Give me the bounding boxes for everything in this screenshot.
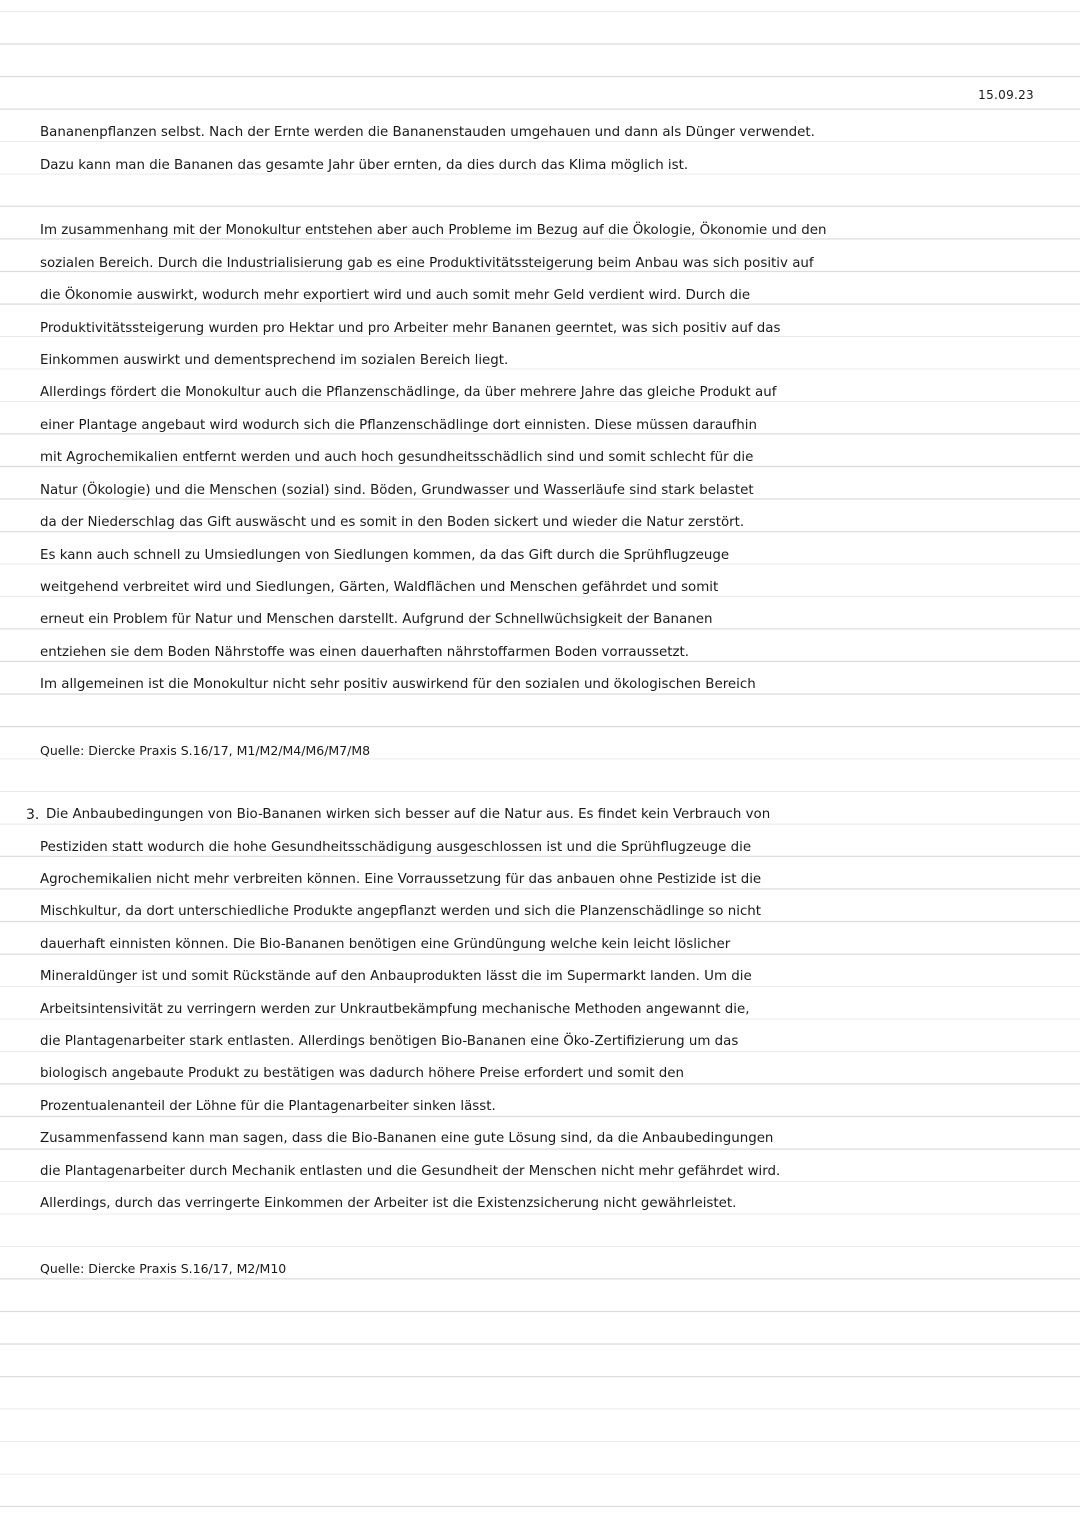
date-label: 15.09.23 xyxy=(978,88,1034,102)
text-line: Einkommen auswirkt und dementsprechend im sozialen Bereich liegt. xyxy=(40,353,509,368)
text-line: Arbeitsintensivität zu verringern werden zur Unkrautbekämpfung mechanische Methoden angewannt die, xyxy=(40,1002,750,1017)
text-line: die Plantagenarbeiter stark entlasten. Allerdings benötigen Bio-Bananen eine Öko-Zertifizierung um das xyxy=(40,1034,739,1049)
text-line: Pestiziden statt wodurch die hohe Gesundheitsschädigung ausgeschlossen ist und die Sprühflugzeuge die xyxy=(40,840,752,855)
text-line: Mineraldünger ist und somit Rückstände auf den Anbauprodukten lässt die im Supermarkt landen. Um die xyxy=(40,969,752,984)
text-line: Prozentualenanteil der Löhne für die Plantagenarbeiter sinken lässt. xyxy=(40,1099,496,1114)
text-line: die Plantagenarbeiter durch Mechanik entlasten und die Gesundheit der Menschen nicht mehr gefährdet wird. xyxy=(40,1164,781,1179)
text-line: Zusammenfassend kann man sagen, dass die Bio-Bananen eine gute Lösung sind, da die Anbaubedingungen xyxy=(40,1131,774,1146)
text-line: Die Anbaubedingungen von Bio-Bananen wirken sich besser auf die Natur aus. Es findet kein Verbrauch von xyxy=(46,807,771,822)
text-line: entziehen sie dem Boden Nährstoffe was einen dauerhaften nährstoffarmen Boden vorraussetzt. xyxy=(40,645,690,660)
text-line: Agrochemikalien nicht mehr verbreiten können. Eine Vorraussetzung für das anbauen ohne Pestizide ist die xyxy=(40,872,762,887)
text-line: Im zusammenhang mit der Monokultur entstehen aber auch Probleme im Bezug auf die Ökologie, Ökonomie und den xyxy=(40,223,827,238)
text-line: Allerdings, durch das verringerte Einkommen der Arbeiter ist die Existenzsicherung nicht gewährleistet. xyxy=(40,1196,737,1211)
text-line: Mischkultur, da dort unterschiedliche Produkte angepflanzt werden und sich die Planzenschädlinge so nicht xyxy=(40,904,762,919)
text-line: biologisch angebaute Produkt zu bestätigen was dadurch höhere Preise erfordert und somit den xyxy=(40,1066,684,1081)
source-citation: Quelle: Diercke Praxis S.16/17, M2/M10 xyxy=(40,1261,287,1276)
text-line: dauerhaft einnisten können. Die Bio-Bananen benötigen eine Gründüngung welche kein leicht löslicher xyxy=(40,937,731,952)
text-line: Natur (Ökologie) und die Menschen (sozial) sind. Böden, Grundwasser und Wasserläufe sind stark belastet xyxy=(40,483,754,498)
source-citation: Quelle: Diercke Praxis S.16/17, M1/M2/M4/M6/M7/M8 xyxy=(40,743,371,758)
text-line: weitgehend verbreitet wird und Siedlungen, Gärten, Waldflächen und Menschen gefährdet und somit xyxy=(40,580,719,595)
text-line: Allerdings fördert die Monokultur auch die Pflanzenschädlinge, da über mehrere Jahre das gleiche Produkt auf xyxy=(40,385,777,400)
text-line: Produktivitätssteigerung wurden pro Hektar und pro Arbeiter mehr Bananen geerntet, was sich positiv auf das xyxy=(40,321,781,336)
text-line: die Ökonomie auswirkt, wodurch mehr exportiert wird und auch somit mehr Geld verdient wird. Durch die xyxy=(40,288,751,303)
text-line: sozialen Bereich. Durch die Industrialisierung gab es eine Produktivitätssteigerung beim Anbau was sich positiv auf xyxy=(40,256,814,271)
text-line: mit Agrochemikalien entfernt werden und auch hoch gesundheitsschädlich sind und somit schlecht für die xyxy=(40,450,754,465)
text-line: erneut ein Problem für Natur und Menschen darstellt. Aufgrund der Schnellwüchsigkeit der Bananen xyxy=(40,612,713,627)
text-line: Im allgemeinen ist die Monokultur nicht sehr positiv auswirkend für den sozialen und ökologischen Bereich xyxy=(40,677,756,692)
text-line: Bananenpflanzen selbst. Nach der Ernte werden die Bananenstauden umgehauen und dann als Dünger verwendet. xyxy=(40,125,815,140)
text-line: einer Plantage angebaut wird wodurch sich die Pflanzenschädlinge dort einnisten. Diese müssen daraufhin xyxy=(40,418,757,433)
text-line: Dazu kann man die Bananen das gesamte Jahr über ernten, da dies durch das Klima möglich ist. xyxy=(40,158,689,173)
text-line: Es kann auch schnell zu Umsiedlungen von Siedlungen kommen, da das Gift durch die Sprühflugzeuge xyxy=(40,548,730,563)
text-line: da der Niederschlag das Gift auswäscht und es somit in den Boden sickert und wieder die Natur zerstört. xyxy=(40,515,745,530)
task-number-3: 3. xyxy=(26,807,40,823)
